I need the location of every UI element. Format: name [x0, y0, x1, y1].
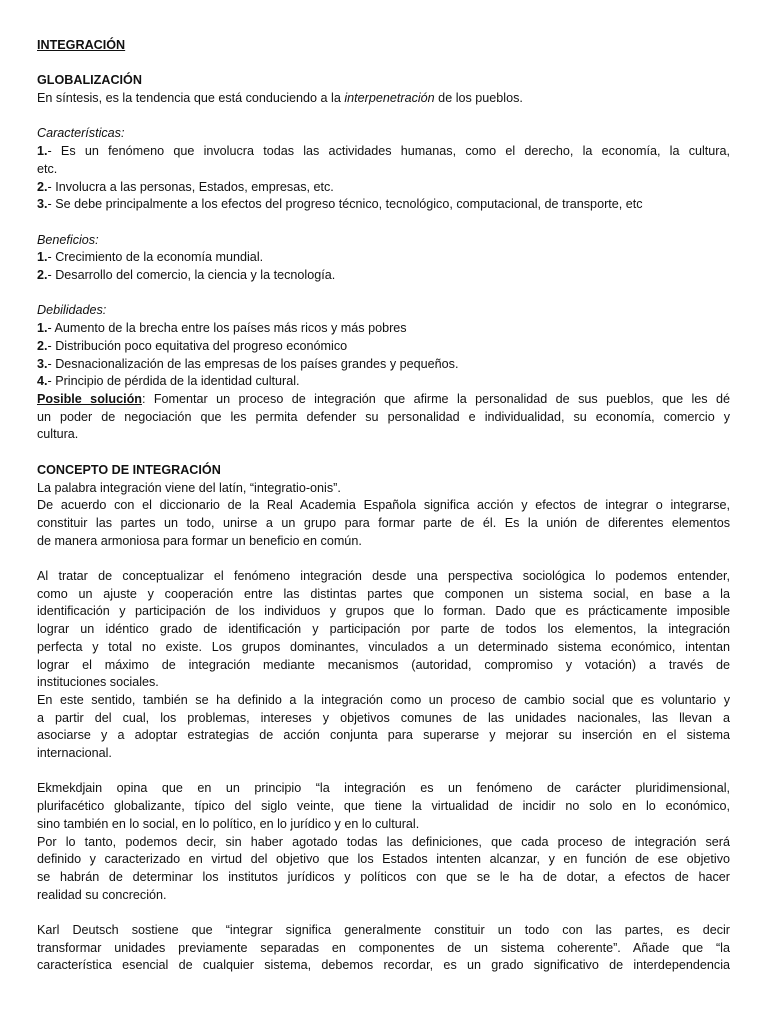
paragraph-line: perfecta y total no existe. Los grupos dominantes, vinculados a un determinado sistema económico, intentan	[37, 639, 730, 654]
posible-solucion	[37, 391, 730, 409]
concepto-p1-line-4: de manera armoniosa para formar un beneficio en común.	[37, 533, 362, 548]
spacer	[37, 285, 730, 303]
spacer	[37, 444, 730, 462]
paragraph-line: como un ajuste y cooperación entre las distintas partes que componen un sistema social, en base a la	[37, 586, 730, 601]
caracteristicas-label: Características:	[37, 126, 125, 141]
item-text: - Desnacionalización de las empresas de los países grandes y pequeños.	[47, 356, 459, 371]
debilidades-label: Debilidades:	[37, 303, 107, 318]
paragraph-line: lograr el máximo de integración mediante mecanismos (autoridad, compromiso y votación) a través de	[37, 657, 730, 672]
document-page	[37, 37, 730, 975]
paragraph-line: definido y caracterizado en virtud del objetivo que los Estados intenten alcanzar, y en función de ese objetivo	[37, 852, 730, 867]
globalizacion-heading: GLOBALIZACIÓN	[37, 73, 142, 88]
paragraph-line: transformar unidades previamente separadas en componentes de un sistema coherente”. Añade que “la	[37, 940, 730, 955]
spacer	[37, 108, 730, 126]
item-text: - Es un fenómeno que involucra todas las actividades humanas, como el derecho, la economía, la cultura,	[47, 144, 730, 159]
item-number: 2.	[37, 338, 48, 353]
posible-solucion-label: Posible solución	[37, 392, 142, 406]
posible-solucion-text: : Fomentar un proceso de integración que afirme la personalidad de sus pueblos, que les dé	[141, 392, 730, 406]
paragraph-line: Karl Deutsch sostiene que “integrar significa generalmente constituir un todo con las partes, es decir	[37, 923, 730, 938]
spacer	[37, 55, 730, 73]
caracteristica-item-1-cont: etc.	[37, 161, 58, 176]
item-text: - Crecimiento de la economía mundial.	[47, 250, 264, 265]
spacer	[37, 214, 730, 232]
concepto-heading: CONCEPTO DE INTEGRACIÓN	[37, 462, 221, 477]
caracteristica-item-2	[37, 179, 730, 197]
item-number: 1.	[37, 250, 48, 265]
posible-solucion-line-2: un poder de negociación que les permita defender su personalidad e individualidad, su economía, comercio y	[37, 409, 730, 424]
item-number: 2.	[37, 268, 48, 283]
paragraph-line: plurifacético globalizante, típico del siglo veinte, que tiene la virtualidad de incidir no solo en lo económico,	[37, 799, 730, 814]
item-number: 2.	[37, 179, 48, 194]
concepto-p1-line-3: constituir las partes un todo, unirse a un grupo para formar parte de él. Es la unión de diferentes elementos	[37, 515, 730, 530]
spacer	[37, 763, 730, 781]
paragraph-line: identificación y participación de los individuos y grupos que lo forman. Dado que es prácticamente imposible	[37, 604, 730, 619]
concepto-p1-line-1: La palabra integración viene del latín, “integratio-onis”.	[37, 480, 341, 495]
paragraph-line-last: realidad su concreción.	[37, 887, 167, 902]
synthesis-text: En síntesis, es la tendencia que está conduciendo a la	[37, 91, 345, 106]
globalizacion-synthesis	[37, 90, 730, 108]
paragraph-line: Al tratar de conceptualizar el fenómeno integración desde una perspectiva sociológica lo podemos entender,	[37, 569, 730, 583]
item-text: - Desarrollo del comercio, la ciencia y la tecnología.	[47, 268, 336, 283]
paragraph-line: lograr un idéntico grado de identificación y participación por parte de todos los elementos, la integración	[37, 622, 730, 637]
synthesis-emphasis: interpenetración	[344, 91, 435, 106]
document-title: INTEGRACIÓN	[37, 38, 126, 52]
paragraph-line: a partir del cual, los problemas, intereses y objetivos comunes de las unidades nacionales, las llevan a	[37, 710, 730, 725]
caracteristica-item-1	[37, 143, 730, 161]
paragraph-line: se habrán de determinar los institutos jurídicos y políticos con que se le ha de dotar, a efectos de hacer	[37, 869, 730, 884]
item-number: 3.	[37, 197, 48, 212]
item-text: - Aumento de la brecha entre los países más ricos y más pobres	[47, 321, 407, 336]
paragraph-line-last: instituciones sociales.	[37, 675, 159, 690]
paragraph-line-last: internacional.	[37, 746, 112, 761]
debilidad-item-1	[37, 320, 730, 338]
debilidad-item-2	[37, 338, 730, 356]
beneficio-item-2	[37, 267, 730, 285]
item-text: - Se debe principalmente a los efectos del progreso técnico, tecnológico, computacional, de transporte, etc	[47, 197, 643, 212]
item-number: 3.	[37, 356, 48, 371]
posible-solucion-line-3: cultura.	[37, 427, 79, 442]
paragraph-line: asociarse y a adoptar estrategias de acción conjunta para superarse y mejorar su inserción en el sistema	[37, 728, 730, 743]
item-text: - Principio de pérdida de la identidad cultural.	[47, 374, 300, 389]
paragraph-line: característica esencial de cualquier sistema, debemos recordar, es un grado significativo de interdependencia	[37, 958, 730, 973]
item-text: - Involucra a las personas, Estados, empresas, etc.	[47, 179, 334, 194]
synthesis-text-end: de los pueblos.	[434, 91, 523, 106]
debilidad-item-3	[37, 356, 730, 374]
paragraph-line: Por lo tanto, podemos decir, sin haber agotado todas las definiciones, que cada proceso de integración será	[37, 834, 730, 849]
concepto-p1-line-2: De acuerdo con el diccionario de la Real Academia Española significa acción y efectos de integrar o integrarse,	[37, 498, 730, 513]
item-number: 1.	[37, 321, 48, 336]
paragraph-line: Ekmekdjain opina que en un principio “la integración es un fenómeno de carácter pluridimensional,	[37, 781, 730, 796]
item-text: - Distribución poco equitativa del progreso económico	[47, 338, 348, 353]
debilidad-item-4	[37, 373, 730, 391]
item-number: 1.	[37, 144, 48, 159]
caracteristica-item-3	[37, 196, 730, 214]
beneficios-label: Beneficios:	[37, 232, 99, 247]
beneficio-item-1	[37, 249, 730, 267]
paragraph-line: En este sentido, también se ha definido a la integración como un proceso de cambio social que es voluntario y	[37, 692, 730, 707]
spacer	[37, 550, 730, 568]
paragraph-line-last: sino también en lo social, en lo político, en lo jurídico y en lo cultural.	[37, 816, 420, 831]
item-number: 4.	[37, 374, 48, 389]
spacer	[37, 904, 730, 922]
